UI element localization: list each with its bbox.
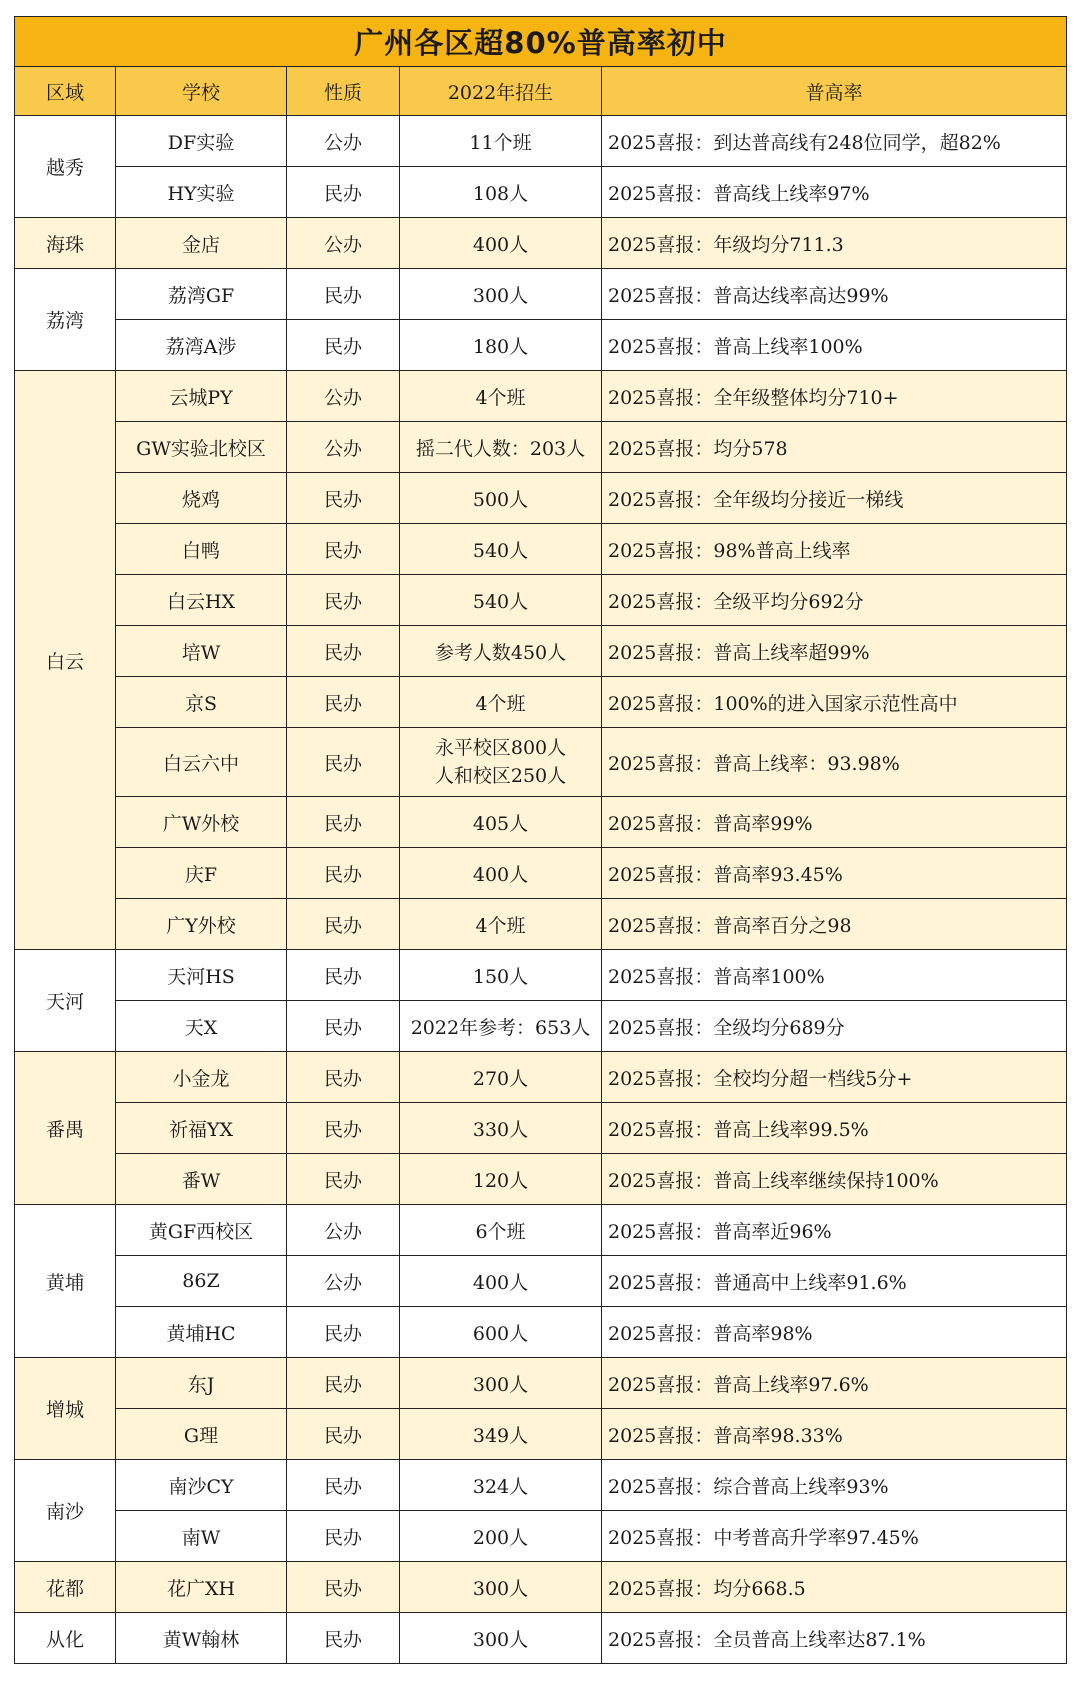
enrollment-cell: 300人 <box>400 1358 602 1409</box>
rate-cell: 2025喜报：普高上线率：93.98% <box>602 728 1067 797</box>
column-header-school: 学校 <box>116 67 287 116</box>
enrollment-cell: 540人 <box>400 575 602 626</box>
enrollment-cell: 4个班 <box>400 899 602 950</box>
enrollment-cell: 11个班 <box>400 116 602 167</box>
rate-cell: 2025喜报：中考普高升学率97.45% <box>602 1511 1067 1562</box>
type-cell: 民办 <box>287 1103 400 1154</box>
table-row <box>15 1358 1067 1409</box>
school-cell: 广W外校 <box>116 797 287 848</box>
type-cell: 公办 <box>287 1256 400 1307</box>
enrollment-cell: 330人 <box>400 1103 602 1154</box>
table-row <box>15 1001 1067 1052</box>
rate-cell: 2025喜报：普高上线率超99% <box>602 626 1067 677</box>
type-cell: 民办 <box>287 524 400 575</box>
table-row <box>15 728 1067 797</box>
school-cell: 天X <box>116 1001 287 1052</box>
type-cell: 民办 <box>287 1409 400 1460</box>
header-row <box>15 67 1067 116</box>
type-cell: 民办 <box>287 473 400 524</box>
enrollment-cell: 300人 <box>400 1562 602 1613</box>
type-cell: 民办 <box>287 1613 400 1664</box>
rate-cell: 2025喜报：100%的进入国家示范性高中 <box>602 677 1067 728</box>
school-cell: 黄GF西校区 <box>116 1205 287 1256</box>
type-cell: 民办 <box>287 1154 400 1205</box>
enrollment-cell: 150人 <box>400 950 602 1001</box>
rate-cell: 2025喜报：普高率99% <box>602 797 1067 848</box>
district-cell: 花都 <box>15 1562 116 1613</box>
school-cell: 东J <box>116 1358 287 1409</box>
enrollment-cell: 324人 <box>400 1460 602 1511</box>
table-row <box>15 1154 1067 1205</box>
type-cell: 民办 <box>287 1358 400 1409</box>
rate-cell: 2025喜报：普通高中上线率91.6% <box>602 1256 1067 1307</box>
table-row <box>15 575 1067 626</box>
enrollment-cell: 300人 <box>400 1613 602 1664</box>
rate-cell: 2025喜报：98%普高上线率 <box>602 524 1067 575</box>
type-cell: 民办 <box>287 269 400 320</box>
type-cell: 民办 <box>287 1511 400 1562</box>
enrollment-cell: 270人 <box>400 1052 602 1103</box>
enrollment-line: 永平校区800人 <box>434 737 567 759</box>
table-row <box>15 1256 1067 1307</box>
enrollment-cell: 400人 <box>400 218 602 269</box>
enrollment-cell: 120人 <box>400 1154 602 1205</box>
school-cell: 白云HX <box>116 575 287 626</box>
rate-cell: 2025喜报：普高上线率100% <box>602 320 1067 371</box>
school-cell: 京S <box>116 677 287 728</box>
enrollment-cell: 400人 <box>400 848 602 899</box>
rate-cell: 2025喜报：普高率98% <box>602 1307 1067 1358</box>
rate-cell: 2025喜报：综合普高上线率93% <box>602 1460 1067 1511</box>
column-header-enrollment: 2022年招生 <box>400 67 602 116</box>
district-cell: 番禺 <box>15 1052 116 1205</box>
table-row <box>15 626 1067 677</box>
type-cell: 公办 <box>287 422 400 473</box>
district-cell: 白云 <box>15 371 116 950</box>
enrollment-cell: 300人 <box>400 269 602 320</box>
table-row <box>15 1052 1067 1103</box>
table-row <box>15 218 1067 269</box>
enrollment-cell: 2022年参考：653人 <box>400 1001 602 1052</box>
school-cell: 荔湾A涉 <box>116 320 287 371</box>
district-cell: 海珠 <box>15 218 116 269</box>
table-body <box>15 116 1067 1664</box>
column-header-type: 性质 <box>287 67 400 116</box>
type-cell: 民办 <box>287 950 400 1001</box>
rate-cell: 2025喜报：均分578 <box>602 422 1067 473</box>
table-row <box>15 167 1067 218</box>
table-row <box>15 269 1067 320</box>
rate-cell: 2025喜报：年级均分711.3 <box>602 218 1067 269</box>
enrollment-cell: 4个班 <box>400 371 602 422</box>
enrollment-cell: 6个班 <box>400 1205 602 1256</box>
school-cell: 86Z <box>116 1256 287 1307</box>
type-cell: 民办 <box>287 899 400 950</box>
type-cell: 民办 <box>287 626 400 677</box>
rate-cell: 2025喜报：普高率93.45% <box>602 848 1067 899</box>
enrollment-cell: 参考人数450人 <box>400 626 602 677</box>
rate-cell: 2025喜报：普高上线率97.6% <box>602 1358 1067 1409</box>
school-cell: 白鸭 <box>116 524 287 575</box>
rate-cell: 2025喜报：到达普高线有248位同学，超82% <box>602 116 1067 167</box>
table-row <box>15 320 1067 371</box>
rate-cell: 2025喜报：全员普高上线率达87.1% <box>602 1613 1067 1664</box>
type-cell: 民办 <box>287 1562 400 1613</box>
enrollment-cell: 摇二代人数：203人 <box>400 422 602 473</box>
table-row <box>15 1409 1067 1460</box>
school-cell: 黄埔HC <box>116 1307 287 1358</box>
school-cell: 白云六中 <box>116 728 287 797</box>
rate-cell: 2025喜报：普高线上线率97% <box>602 167 1067 218</box>
table-row <box>15 1613 1067 1664</box>
enrollment-cell: 540人 <box>400 524 602 575</box>
table-row <box>15 371 1067 422</box>
district-cell: 越秀 <box>15 116 116 218</box>
table-row <box>15 1205 1067 1256</box>
type-cell: 民办 <box>287 797 400 848</box>
school-cell: 南沙CY <box>116 1460 287 1511</box>
school-cell: 庆F <box>116 848 287 899</box>
school-cell: 荔湾GF <box>116 269 287 320</box>
school-cell: 南W <box>116 1511 287 1562</box>
rate-cell: 2025喜报：全年级均分接近一梯线 <box>602 473 1067 524</box>
rate-cell: 2025喜报：普高上线率继续保持100% <box>602 1154 1067 1205</box>
school-cell: 广Y外校 <box>116 899 287 950</box>
enrollment-cell: 200人 <box>400 1511 602 1562</box>
enrollment-cell: 500人 <box>400 473 602 524</box>
type-cell: 公办 <box>287 371 400 422</box>
rate-cell: 2025喜报：普高率百分之98 <box>602 899 1067 950</box>
school-cell: 花广XH <box>116 1562 287 1613</box>
school-cell: 天河HS <box>116 950 287 1001</box>
rate-cell: 2025喜报：全级均分689分 <box>602 1001 1067 1052</box>
rate-cell: 2025喜报：普高达线率高达99% <box>602 269 1067 320</box>
enrollment-cell <box>400 728 602 797</box>
enrollment-cell: 400人 <box>400 1256 602 1307</box>
rate-cell: 2025喜报：全校均分超一档线5分+ <box>602 1052 1067 1103</box>
type-cell: 民办 <box>287 167 400 218</box>
type-cell: 民办 <box>287 320 400 371</box>
table-title: 广州各区超80%普高率初中 <box>15 17 1067 67</box>
type-cell: 民办 <box>287 1052 400 1103</box>
type-cell: 公办 <box>287 1205 400 1256</box>
school-cell: 培W <box>116 626 287 677</box>
school-cell: DF实验 <box>116 116 287 167</box>
rate-cell: 2025喜报：普高上线率99.5% <box>602 1103 1067 1154</box>
school-cell: 金店 <box>116 218 287 269</box>
type-cell: 公办 <box>287 218 400 269</box>
table-row <box>15 1460 1067 1511</box>
school-cell: 番W <box>116 1154 287 1205</box>
enrollment-cell: 108人 <box>400 167 602 218</box>
type-cell: 民办 <box>287 848 400 899</box>
rate-cell: 2025喜报：均分668.5 <box>602 1562 1067 1613</box>
school-cell: 烧鸡 <box>116 473 287 524</box>
type-cell: 民办 <box>287 1001 400 1052</box>
table-row <box>15 797 1067 848</box>
column-header-rate: 普高率 <box>602 67 1067 116</box>
table-row <box>15 950 1067 1001</box>
type-cell: 民办 <box>287 575 400 626</box>
column-header-district: 区域 <box>15 67 116 116</box>
table-row <box>15 524 1067 575</box>
district-cell: 从化 <box>15 1613 116 1664</box>
rate-cell: 2025喜报：全年级整体均分710+ <box>602 371 1067 422</box>
rate-cell: 2025喜报：全级平均分692分 <box>602 575 1067 626</box>
table-row <box>15 1307 1067 1358</box>
enrollment-cell: 4个班 <box>400 677 602 728</box>
school-cell: GW实验北校区 <box>116 422 287 473</box>
rate-cell: 2025喜报：普高率98.33% <box>602 1409 1067 1460</box>
table-row <box>15 848 1067 899</box>
table-row <box>15 677 1067 728</box>
district-cell: 南沙 <box>15 1460 116 1562</box>
type-cell: 民办 <box>287 1460 400 1511</box>
school-cell: HY实验 <box>116 167 287 218</box>
school-table <box>14 16 1067 1664</box>
rate-cell: 2025喜报：普高率100% <box>602 950 1067 1001</box>
table-row <box>15 422 1067 473</box>
school-cell: 祈福YX <box>116 1103 287 1154</box>
district-cell: 黄埔 <box>15 1205 116 1358</box>
table-row <box>15 473 1067 524</box>
school-cell: G理 <box>116 1409 287 1460</box>
type-cell: 公办 <box>287 116 400 167</box>
type-cell: 民办 <box>287 728 400 797</box>
enrollment-cell: 349人 <box>400 1409 602 1460</box>
school-cell: 黄W翰林 <box>116 1613 287 1664</box>
school-cell: 小金龙 <box>116 1052 287 1103</box>
school-cell: 云城PY <box>116 371 287 422</box>
table-row <box>15 1511 1067 1562</box>
table-row <box>15 899 1067 950</box>
table-row <box>15 116 1067 167</box>
enrollment-cell: 600人 <box>400 1307 602 1358</box>
district-cell: 增城 <box>15 1358 116 1460</box>
enrollment-cell: 180人 <box>400 320 602 371</box>
type-cell: 民办 <box>287 677 400 728</box>
rate-cell: 2025喜报：普高率近96% <box>602 1205 1067 1256</box>
type-cell: 民办 <box>287 1307 400 1358</box>
district-cell: 荔湾 <box>15 269 116 371</box>
enrollment-line: 人和校区250人 <box>434 765 567 787</box>
table-row <box>15 1103 1067 1154</box>
table-row <box>15 1562 1067 1613</box>
district-cell: 天河 <box>15 950 116 1052</box>
enrollment-cell: 405人 <box>400 797 602 848</box>
